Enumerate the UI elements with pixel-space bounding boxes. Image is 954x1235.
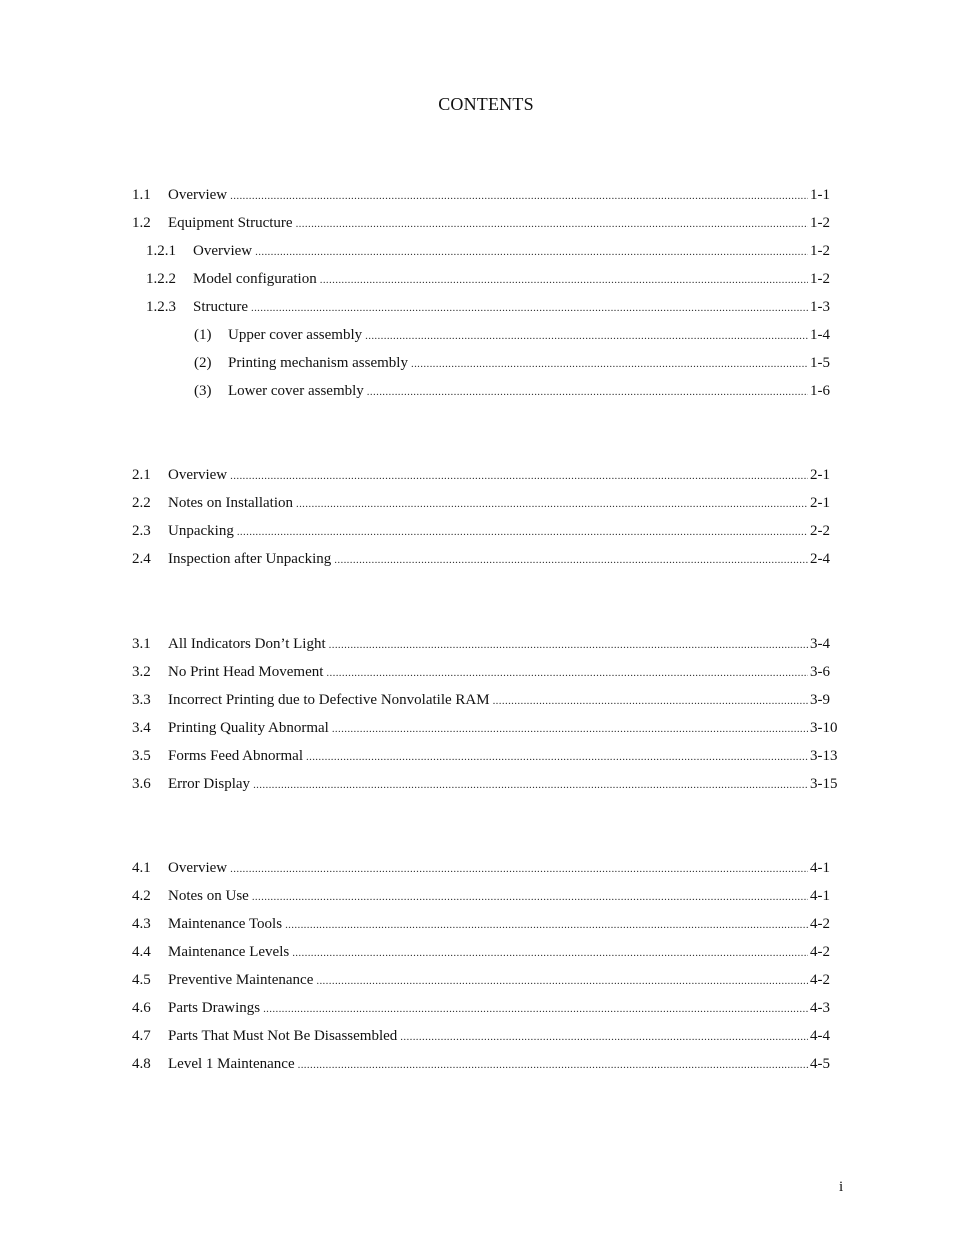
toc-entry-page: 1-2 bbox=[810, 243, 830, 259]
toc-entry-label: Overview bbox=[193, 243, 253, 259]
dot-leader bbox=[285, 911, 808, 939]
toc-entry-number: (3) bbox=[194, 383, 212, 399]
dot-leader bbox=[329, 631, 808, 659]
toc-entry-label: Parts Drawings bbox=[168, 1000, 261, 1016]
toc-entry-label: Structure bbox=[193, 299, 248, 315]
toc-entry[interactable] bbox=[132, 209, 840, 237]
toc-entry-label: Overview bbox=[168, 187, 228, 203]
toc-entry-page: 2-1 bbox=[810, 495, 830, 511]
toc-entry-number: 4.6 bbox=[132, 1000, 151, 1016]
toc-entry-number: 3.3 bbox=[132, 692, 151, 708]
toc-entry-number: (2) bbox=[194, 355, 212, 371]
toc-entry[interactable] bbox=[132, 630, 840, 658]
toc-entry-page: 4-2 bbox=[810, 916, 830, 932]
dot-leader bbox=[230, 855, 808, 883]
toc-entry-label: Unpacking bbox=[168, 523, 234, 539]
toc-entry-page: 4-1 bbox=[810, 888, 830, 904]
dot-leader bbox=[493, 687, 808, 715]
toc-entry-label: Parts That Must Not Be Disassembled bbox=[168, 1028, 398, 1044]
dot-leader bbox=[365, 322, 808, 350]
toc-entry-page: 1-2 bbox=[810, 271, 830, 287]
toc-entry-label: Overview bbox=[168, 860, 228, 876]
toc-entry-label: All Indicators Don’t Light bbox=[168, 636, 326, 652]
toc-entry-label: Notes on Use bbox=[168, 888, 249, 904]
toc-entry-number: 4.8 bbox=[132, 1056, 151, 1072]
toc-entry-page: 3-15 bbox=[810, 776, 838, 792]
dot-leader bbox=[263, 995, 808, 1023]
toc-entry-number: 2.2 bbox=[132, 495, 151, 511]
toc-entry-label: Overview bbox=[168, 467, 228, 483]
toc-entry-page: 1-2 bbox=[810, 215, 830, 231]
dot-leader bbox=[316, 967, 808, 995]
toc-section-3 bbox=[132, 630, 840, 798]
toc-entry-number: 4.2 bbox=[132, 888, 151, 904]
toc-entry-page: 1-1 bbox=[810, 187, 830, 203]
toc-entry-label: Level 1 Maintenance bbox=[168, 1056, 295, 1072]
dot-leader bbox=[292, 939, 808, 967]
toc-entry[interactable] bbox=[132, 349, 840, 377]
toc-entry-page: 1-4 bbox=[810, 327, 830, 343]
toc-entry-label: Incorrect Printing due to Defective Nonvolatile RAM bbox=[168, 692, 490, 708]
toc-entry-number: 2.1 bbox=[132, 467, 151, 483]
toc-entry-label: Preventive Maintenance bbox=[168, 972, 314, 988]
toc-entry[interactable] bbox=[132, 1050, 840, 1078]
toc-entry-number: 4.4 bbox=[132, 944, 151, 960]
dot-leader bbox=[251, 294, 808, 322]
toc-entry[interactable] bbox=[132, 686, 840, 714]
toc-entry-page: 4-3 bbox=[810, 1000, 830, 1016]
toc-entry-number: 4.3 bbox=[132, 916, 151, 932]
toc-entry-page: 4-4 bbox=[810, 1028, 830, 1044]
toc-entry[interactable] bbox=[132, 910, 840, 938]
toc-entry-page: 3-6 bbox=[810, 664, 830, 680]
dot-leader bbox=[326, 659, 808, 687]
toc-entry[interactable] bbox=[132, 1022, 840, 1050]
toc-entry-number: 1.1 bbox=[132, 187, 151, 203]
toc-entry-number: 2.3 bbox=[132, 523, 151, 539]
page-title: CONTENTS bbox=[438, 94, 534, 114]
toc-entry[interactable] bbox=[132, 489, 840, 517]
toc-entry-page: 4-5 bbox=[810, 1056, 830, 1072]
toc-entry[interactable] bbox=[132, 181, 840, 209]
toc-entry-page: 2-1 bbox=[810, 467, 830, 483]
toc-entry[interactable] bbox=[132, 854, 840, 882]
toc-entry-label: Notes on Installation bbox=[168, 495, 293, 511]
toc-entry-number: 1.2.3 bbox=[146, 299, 176, 315]
toc-section-2 bbox=[132, 461, 840, 573]
toc-entry-label: Equipment Structure bbox=[168, 215, 293, 231]
toc-entry-number: 3.1 bbox=[132, 636, 151, 652]
dot-leader bbox=[298, 1051, 808, 1079]
dot-leader bbox=[252, 883, 808, 911]
toc-entry-label: Upper cover assembly bbox=[228, 327, 363, 343]
toc-entry-page: 3-9 bbox=[810, 692, 830, 708]
dot-leader bbox=[230, 462, 808, 490]
toc-entry-page: 3-4 bbox=[810, 636, 830, 652]
toc-entry[interactable] bbox=[132, 293, 840, 321]
toc-entry-number: (1) bbox=[194, 327, 212, 343]
toc-entry[interactable] bbox=[132, 545, 840, 573]
toc-entry[interactable] bbox=[132, 882, 840, 910]
toc-entry-label: Error Display bbox=[168, 776, 251, 792]
toc-entry-label: Model configuration bbox=[193, 271, 317, 287]
toc-entry-page: 2-4 bbox=[810, 551, 830, 567]
toc-entry-number: 3.5 bbox=[132, 748, 151, 764]
toc-entry-number: 2.4 bbox=[132, 551, 151, 567]
dot-leader bbox=[230, 182, 808, 210]
toc-entry[interactable] bbox=[132, 517, 840, 545]
dot-leader bbox=[296, 210, 808, 238]
toc-entry-number: 3.2 bbox=[132, 664, 151, 680]
toc-entry-page: 3-13 bbox=[810, 748, 838, 764]
page-number: i bbox=[839, 1179, 844, 1195]
toc-entry-number: 4.7 bbox=[132, 1028, 151, 1044]
toc-entry[interactable] bbox=[132, 237, 840, 265]
toc-entry-page: 2-2 bbox=[810, 523, 830, 539]
toc-entry[interactable] bbox=[132, 377, 840, 405]
toc-entry-label: Forms Feed Abnormal bbox=[168, 748, 303, 764]
dot-leader bbox=[253, 771, 808, 799]
toc-entry[interactable] bbox=[132, 770, 840, 798]
toc-entry-page: 1-3 bbox=[810, 299, 830, 315]
dot-leader bbox=[255, 238, 808, 266]
toc-entry-label: Lower cover assembly bbox=[228, 383, 364, 399]
toc-entry-label: Printing Quality Abnormal bbox=[168, 720, 329, 736]
toc-entry-page: 4-2 bbox=[810, 972, 830, 988]
toc-entry-number: 1.2 bbox=[132, 215, 151, 231]
toc-entry[interactable] bbox=[132, 938, 840, 966]
toc-section-4 bbox=[132, 854, 840, 1078]
toc-entry-page: 1-5 bbox=[810, 355, 830, 371]
dot-leader bbox=[367, 378, 808, 406]
toc-entry-label: No Print Head Movement bbox=[168, 664, 324, 680]
toc-entry[interactable] bbox=[132, 461, 840, 489]
dot-leader bbox=[320, 266, 808, 294]
toc-entry-number: 4.5 bbox=[132, 972, 151, 988]
toc-entry-page: 4-1 bbox=[810, 860, 830, 876]
dot-leader bbox=[400, 1023, 808, 1051]
toc-entry-label: Inspection after Unpacking bbox=[168, 551, 332, 567]
toc-entry[interactable] bbox=[132, 658, 840, 686]
toc-entry-page: 4-2 bbox=[810, 944, 830, 960]
toc-entry-number: 3.4 bbox=[132, 720, 151, 736]
toc-entry-number: 1.2.1 bbox=[146, 243, 176, 259]
toc-entry-label: Printing mechanism assembly bbox=[228, 355, 408, 371]
dot-leader bbox=[237, 518, 808, 546]
toc-entry-number: 4.1 bbox=[132, 860, 151, 876]
toc-entry[interactable] bbox=[132, 714, 840, 742]
toc-entry-number: 1.2.2 bbox=[146, 271, 176, 287]
dot-leader bbox=[296, 490, 808, 518]
toc-section-1 bbox=[132, 181, 840, 405]
dot-leader bbox=[334, 546, 808, 574]
toc-entry[interactable] bbox=[132, 966, 840, 994]
toc-entry[interactable] bbox=[132, 321, 840, 349]
dot-leader bbox=[332, 715, 808, 743]
toc-entry-label: Maintenance Levels bbox=[168, 944, 290, 960]
toc-entry[interactable] bbox=[132, 742, 840, 770]
toc-entry[interactable] bbox=[132, 994, 840, 1022]
toc-entry[interactable] bbox=[132, 265, 840, 293]
toc-entry-page: 3-10 bbox=[810, 720, 838, 736]
toc-entry-number: 3.6 bbox=[132, 776, 151, 792]
toc-entry-label: Maintenance Tools bbox=[168, 916, 283, 932]
dot-leader bbox=[411, 350, 808, 378]
toc-entry-page: 1-6 bbox=[810, 383, 830, 399]
dot-leader bbox=[306, 743, 808, 771]
